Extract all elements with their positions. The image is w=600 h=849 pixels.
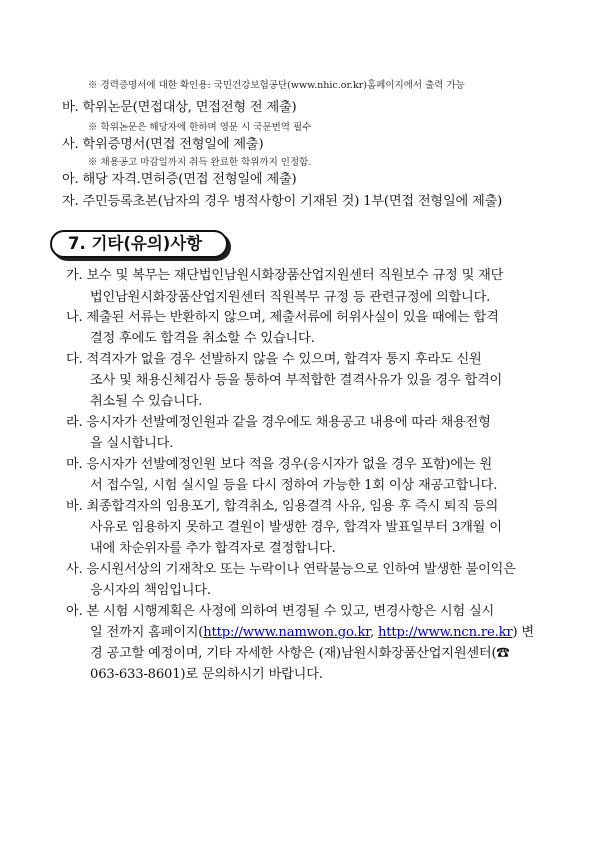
item-degree-certificate: 사. 학위증명서(면접 전형일에 제출) <box>62 137 264 152</box>
note-career-certificate: ※ 경력증명서에 대한 확인용: 국민건강보험공단(www.nhic.or.kr)홈페이지에서 출력 가능 <box>88 80 465 91</box>
body-line: 내에 차순위자를 추가 합격자로 결정합니다. <box>90 541 336 556</box>
item-thesis: 바. 학위논문(면접대상, 면접전형 전 제출) <box>62 100 297 115</box>
body-line: 경 공고할 예정이며, 기타 자세한 사항은 (재)남원시화장품산업지원센터(☎ <box>90 646 510 661</box>
item-resident-registration: 자. 주민등록초본(남자의 경우 병적사항이 기재된 것) 1부(면접 전형일에 제출) <box>62 194 503 209</box>
body-line: 063-633-8601)로 문의하시기 바랍니다. <box>90 667 323 682</box>
link-separator: , <box>369 625 378 640</box>
body-line: 마. 응시자가 선발예정인원 보다 적을 경우(응시자가 없을 경우 포함)에는 원 <box>66 457 492 472</box>
body-line: 가. 보수 및 복무는 재단법인남원시화장품산업지원센터 직원보수 규정 및 재단 <box>66 268 504 283</box>
body-line: 서 접수일, 시험 실시일 등을 다시 정하여 가능한 1회 이상 재공고합니다. <box>90 478 498 493</box>
note-thesis: ※ 학위논문은 해당자에 한하며 영문 시 국문번역 필수 <box>88 122 312 133</box>
namwon-homepage-link[interactable]: http://www.namwon.go.kr <box>203 625 370 640</box>
body-line: 을 실시합니다. <box>90 436 174 451</box>
body-line-suffix: ) 변 <box>512 625 534 640</box>
body-line: 취소될 수 있습니다. <box>90 394 203 409</box>
body-line: 응시자의 책임입니다. <box>90 583 211 598</box>
item-license: 아. 해당 자격.면허증(면접 전형일에 제출) <box>62 172 297 187</box>
body-line: 라. 응시자가 선발예정인원과 같을 경우에도 채용공고 내용에 따라 채용전형 <box>66 415 491 430</box>
body-line: 조사 및 채용신체검사 등을 통하여 부적합한 결격사유가 있을 경우 합격이 <box>90 373 503 388</box>
note-degree: ※ 채용공고 마감일까지 취득 완료한 학위까지 인정함. <box>88 157 312 168</box>
body-line-prefix: 일 전까지 홈페이지( <box>90 625 204 640</box>
body-line: 사유로 임용하지 못하고 결원이 발생한 경우, 합격자 발표일부터 3개월 이 <box>90 520 502 535</box>
body-line: 결정 후에도 합격을 취소할 수 있습니다. <box>90 331 315 346</box>
body-line-with-links <box>90 621 534 640</box>
body-line: 아. 본 시험 시행계획은 사정에 의하여 변경될 수 있고, 변경사항은 시험 실시 <box>66 604 495 619</box>
body-line: 사. 응시원서상의 기재착오 또는 누락이나 연락불능으로 인하여 발생한 불이익은 <box>66 562 516 577</box>
body-line: 나. 제출된 서류는 반환하지 않으며, 제출서류에 허위사실이 있을 때에는 합격 <box>66 310 499 325</box>
section-heading: 7. 기타(유의)사항 <box>50 230 228 258</box>
body-line: 다. 적격자가 없을 경우 선발하지 않을 수 있으며, 합격자 통지 후라도 신원 <box>66 352 482 367</box>
body-line: 바. 최종합격자의 임용포기, 합격취소, 임용결격 사유, 임용 후 즉시 퇴직 등의 <box>66 499 499 514</box>
ncn-homepage-link[interactable]: http://www.ncn.re.kr <box>377 625 513 640</box>
body-line: 법인남원시화장품산업지원센터 직원복무 규정 등 관련규정에 의합니다. <box>90 290 491 305</box>
